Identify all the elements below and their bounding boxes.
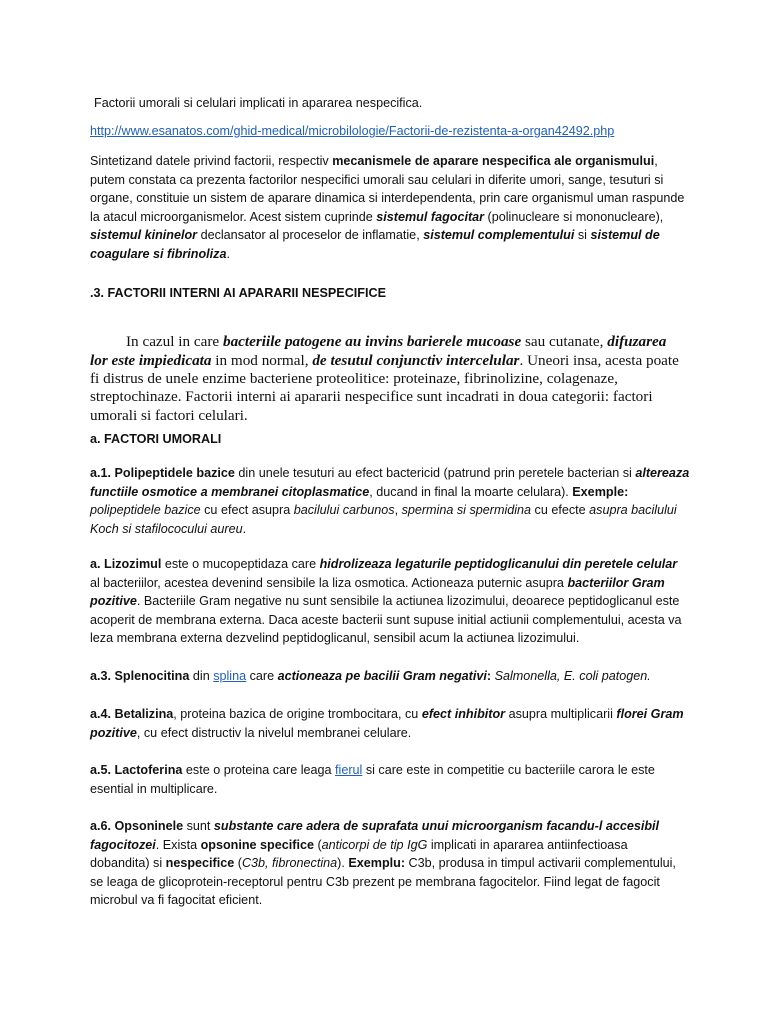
paragraph-a3: a.3. Splenocitina din splina care actioneaza pe bacilii Gram negativi: Salmonella, E. coli patogen. xyxy=(90,669,651,683)
paragraph-a5: a.5. Lactoferina este o proteina care leaga fierul si care este in competitie cu bacteriile carora le este esential in multiplicare. xyxy=(90,763,655,796)
serif-paragraph: In cazul in care bacteriile patogene au invins barierele mucoase sau cutanate, difuzarea lor este impiedicata in mod normal, de tesutul conjunctiv intercelular. Uneori insa, acesta poate fi distrus de unele enzime bacteriene proteolitice: proteinaze, fibrinolizine, colagenaze, streptochinaze. Factorii interni ai apararii nespecifice sunt incadrati in doua categorii: factori umorali si factori celulari. xyxy=(90,333,679,424)
link-fierul[interactable]: fierul xyxy=(335,763,363,777)
link-splina[interactable]: splina xyxy=(213,669,247,683)
intro-paragraph: Sintetizand datele privind factorii, respectiv mecanismele de aparare nespecifica ale organismului, putem constata ca prezenta factorilor nespecifici umorali sau celulari in diferite umori, sange, tesuturi si organe, constituie un sistem de aparare dinamica si interdependenta, prin care organismul uman raspunde la atacul microorganismelor. Acest sistem cuprinde sistemul fagocitar (polinucleare si mononucleare), sistemul kininelor declansator al proceselor de inflamatie, sistemul complementului si sistemul de coagulare si fibrinoliza. xyxy=(90,154,685,261)
paragraph-a6: a.6. Opsoninele sunt substante care adera de suprafata unui microorganism facandu-l accesibil fagocitozei. Exista opsonine specifice (anticorpi de tip IgG implicati in apararea antiinfectioasa dobandita) si nespecifice (C3b, fibronectina). Exemplu: C3b, produsa in timpul activarii complementului, se leaga de glicoprotein-receptorul pentru C3b prezent pe membrana fagocitelor. Fiind legat de fagocit microbul va fi fagocitat eficient. xyxy=(90,819,676,907)
source-link[interactable]: http://www.esanatos.com/ghid-medical/microbilologie/Factorii-de-rezistenta-a-organ42492.php xyxy=(90,124,615,138)
heading-factori-umorali: a. FACTORI UMORALI xyxy=(90,432,222,446)
paragraph-a2: a. Lizozimul este o mucopeptidaza care hidrolizeaza legaturile peptidoglicanului din peretele celular al bacteriilor, acestea devenind sensibile la liza osmotica. Actioneaza puternic asupra bacteriilor Gram pozitive. Bacteriile Gram negative nu sunt sensibile la actiunea lizozimului, deoarece peptidoglicanul este acoperit de membrana externa. Daca aceste bacterii sunt supuse initial actiunii complementului, acesta va leza membrana externa dezvelind peptidoglicanul, sensibil acum la actiunea lizozimului. xyxy=(90,557,682,645)
section-heading-3: .3. FACTORII INTERNI AI APARARII NESPECIFICE xyxy=(90,286,386,300)
paragraph-a1: a.1. Polipeptidele bazice din unele tesuturi au efect bactericid (patrund prin peretele bacterian si altereaza functiile osmotice a membranei citoplasmatice, ducand in final la moarte celulara). Exemple: polipeptidele bazice cu efect asupra bacilului carbunos, spermina si spermidina cu efecte asupra bacilului Koch si stafilococului aureu. xyxy=(90,466,690,536)
document-title: Factorii umorali si celulari implicati in apararea nespecifica. xyxy=(94,96,423,110)
paragraph-a4: a.4. Betalizina, proteina bazica de origine trombocitara, cu efect inhibitor asupra multiplicarii florei Gram pozitive, cu efect distructiv la nivelul membranei celulare. xyxy=(90,707,684,740)
